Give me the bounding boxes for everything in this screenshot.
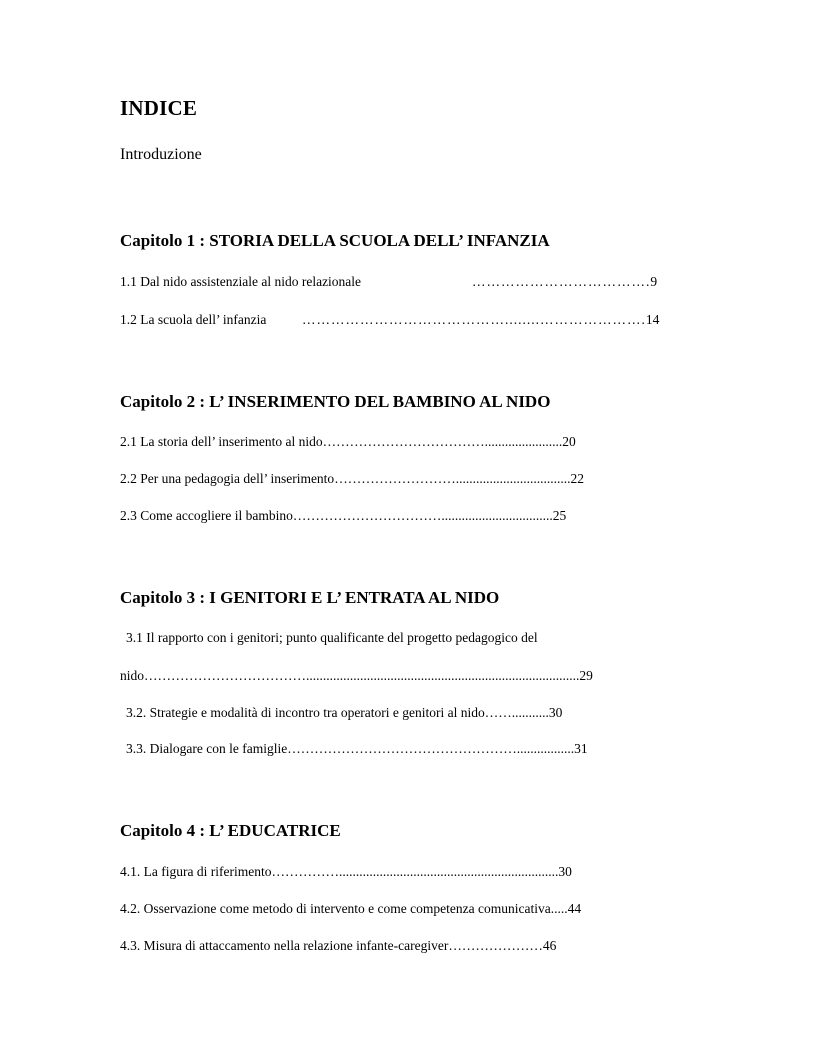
toc-entry-text: 1.1 Dal nido assistenziale al nido relazionale <box>120 274 362 289</box>
toc-entry-page: 30 <box>558 864 572 879</box>
toc-entry-text: 2.2 Per una pedagogia dell’ inserimento <box>120 471 335 486</box>
toc-entry-leader: ………………… <box>448 938 543 953</box>
toc-entry-2-3 <box>120 508 566 524</box>
toc-entry-text-continuation: nido <box>120 668 145 683</box>
toc-entry-leader: ……………………………................................. <box>292 508 553 523</box>
toc-entry-text: 3.1 Il rapporto con i genitori; punto qualificante del progetto pedagogico del <box>126 630 538 645</box>
toc-entry-leader: ………………………………................................................................................. <box>144 668 580 683</box>
toc-entry-leader: ………………………………....................... <box>322 434 563 449</box>
toc-entry-text: 3.3. Dialogare con le famiglie <box>126 741 288 756</box>
toc-entry-text: 4.3. Misura di attaccamento nella relazione infante-caregiver <box>120 938 449 953</box>
toc-entry-3-3 <box>126 741 588 757</box>
toc-entry-leader: ……........... <box>484 705 549 720</box>
chapter-1-heading: Capitolo 1 : STORIA DELLA SCUOLA DELL’ INFANZIA <box>120 231 550 250</box>
toc-entry-page: 25 <box>552 508 567 523</box>
toc-entry-leader: ……………………………………………................. <box>287 741 575 756</box>
toc-entry-1-1 <box>120 274 361 290</box>
toc-entry-text: 2.3 Come accogliere il bambino <box>120 508 293 523</box>
toc-entry-page: 46 <box>542 938 557 953</box>
toc-entry-text: 1.2 La scuola dell’ infanzia <box>120 312 267 327</box>
chapter-4-heading: Capitolo 4 : L’ EDUCATRICE <box>120 821 341 840</box>
index-title: INDICE <box>120 96 198 120</box>
chapter-3-heading: Capitolo 3 : I GENITORI E L’ ENTRATA AL NIDO <box>120 588 500 607</box>
toc-entry-2-1 <box>120 434 576 450</box>
toc-entry-text: 3.2. Strategie e modalità di incontro tra operatori e genitori al nido <box>126 705 485 720</box>
toc-entry-text: 2.1 La storia dell’ inserimento al nido <box>120 434 323 449</box>
introduction-heading: Introduzione <box>120 146 202 163</box>
toc-entry-page: 14 <box>645 312 660 327</box>
toc-entry-page: 22 <box>570 471 584 486</box>
toc-entry-3-1 <box>126 630 538 646</box>
toc-entry-page: 29 <box>579 668 593 683</box>
chapter-2-heading: Capitolo 2 : L’ INSERIMENTO DEL BAMBINO AL NIDO <box>120 392 551 411</box>
toc-entry-3-2 <box>126 705 562 721</box>
toc-entry-1-1-leader-group <box>472 274 657 290</box>
toc-entry-page: 9 <box>650 274 658 289</box>
toc-entry-page: 31 <box>574 741 588 756</box>
toc-entry-3-1-continuation <box>120 668 593 684</box>
toc-entry-text: 4.1. La figura di riferimento <box>120 864 272 879</box>
toc-entry-leader: ……………………………………........…………………. <box>302 312 646 327</box>
toc-entry-leader: ……………………….................................. <box>334 471 571 486</box>
toc-entry-page: 44 <box>567 901 582 916</box>
toc-entry-4-2 <box>120 901 581 917</box>
toc-entry-4-3 <box>120 938 556 954</box>
toc-entry-1-2 <box>120 312 266 328</box>
toc-entry-leader: ………………………………. <box>472 274 651 289</box>
toc-entry-leader: ……………................................................................. <box>271 864 559 879</box>
toc-entry-1-2-leader-group <box>302 312 659 328</box>
toc-entry-page: 20 <box>562 434 576 449</box>
toc-entry-4-1 <box>120 864 572 880</box>
toc-entry-page: 30 <box>548 705 563 720</box>
toc-entry-2-2 <box>120 471 584 487</box>
toc-entry-text: 4.2. Osservazione come metodo di intervento e come competenza comunicativa <box>120 901 551 916</box>
toc-entry-leader: ..... <box>550 901 568 916</box>
